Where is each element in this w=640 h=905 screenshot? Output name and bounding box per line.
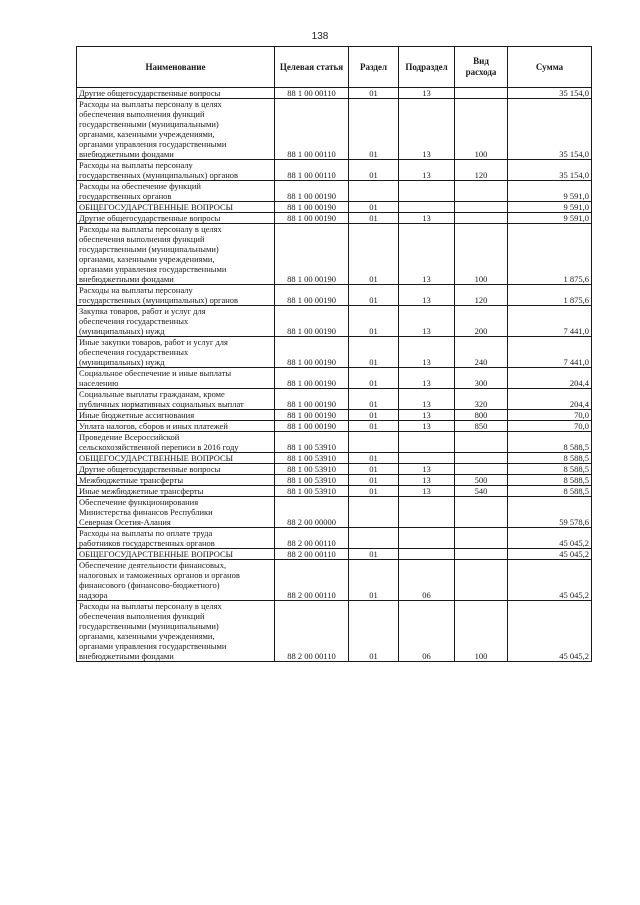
table-row: [77, 88, 592, 99]
row-subsection-cell: 13: [399, 389, 455, 410]
row-expense-type-cell: [455, 202, 508, 213]
row-subsection-cell: 13: [399, 464, 455, 475]
table-row: [77, 528, 592, 549]
table-row: [77, 285, 592, 306]
row-amount-cell: 8 588,5: [508, 453, 592, 464]
row-section-cell: 01: [349, 88, 399, 99]
row-name-cell: Закупка товаров, работ и услуг для обеспечения государственных (муниципальных) нужд: [77, 306, 275, 337]
row-expense-type-cell: 100: [455, 601, 508, 662]
row-amount-cell: 204,4: [508, 389, 592, 410]
row-expense-type-cell: [455, 88, 508, 99]
row-target-article-cell: 88 2 00 00110: [275, 549, 349, 560]
row-name-cell: Обеспечение функционирования Министерства финансов Республики Северная Осетия-Алания: [77, 497, 275, 528]
row-expense-type-cell: 540: [455, 486, 508, 497]
row-subsection-cell: [399, 202, 455, 213]
row-amount-cell: 1 875,6: [508, 224, 592, 285]
table-row: [77, 202, 592, 213]
table-row: [77, 549, 592, 560]
row-section-cell: 01: [349, 486, 399, 497]
row-name-cell: Расходы на выплаты персоналу в целях обеспечения выполнения функций государственными (муниципальными) органами, казенными учреждениями, органами управления государственными внебюджетными фондами: [77, 99, 275, 160]
row-subsection-cell: 06: [399, 601, 455, 662]
row-expense-type-cell: [455, 453, 508, 464]
row-subsection-cell: 13: [399, 306, 455, 337]
row-name-cell: Другие общегосударственные вопросы: [77, 464, 275, 475]
row-subsection-cell: 13: [399, 475, 455, 486]
row-section-cell: 01: [349, 453, 399, 464]
row-amount-cell: 8 588,5: [508, 475, 592, 486]
row-target-article-cell: 88 1 00 00190: [275, 337, 349, 368]
row-section-cell: 01: [349, 160, 399, 181]
row-target-article-cell: 88 2 00 00110: [275, 528, 349, 549]
row-target-article-cell: 88 1 00 00190: [275, 389, 349, 410]
row-section-cell: 01: [349, 337, 399, 368]
table-row: [77, 224, 592, 285]
row-target-article-cell: 88 1 00 53910: [275, 486, 349, 497]
row-subsection-cell: [399, 497, 455, 528]
table-row: [77, 601, 592, 662]
table-header: [77, 47, 592, 88]
row-subsection-cell: 13: [399, 213, 455, 224]
table-row: [77, 389, 592, 410]
row-subsection-cell: 13: [399, 486, 455, 497]
row-name-cell: Расходы на выплаты персоналу государственных (муниципальных) органов: [77, 285, 275, 306]
table-row: [77, 464, 592, 475]
table-row: [77, 368, 592, 389]
row-amount-cell: 9 591,0: [508, 213, 592, 224]
row-amount-cell: 8 588,5: [508, 486, 592, 497]
row-amount-cell: 59 578,6: [508, 497, 592, 528]
row-name-cell: Расходы на выплаты персоналу государственных (муниципальных) органов: [77, 160, 275, 181]
row-section-cell: 01: [349, 389, 399, 410]
row-target-article-cell: 88 1 00 00110: [275, 88, 349, 99]
row-expense-type-cell: 120: [455, 285, 508, 306]
row-subsection-cell: [399, 181, 455, 202]
row-target-article-cell: 88 1 00 00110: [275, 160, 349, 181]
row-target-article-cell: 88 1 00 00190: [275, 224, 349, 285]
table-row: [77, 560, 592, 601]
row-name-cell: ОБЩЕГОСУДАРСТВЕННЫЕ ВОПРОСЫ: [77, 453, 275, 464]
row-expense-type-cell: 100: [455, 224, 508, 285]
row-name-cell: Социальное обеспечение и иные выплаты населению: [77, 368, 275, 389]
row-section-cell: 01: [349, 224, 399, 285]
row-target-article-cell: 88 1 00 00190: [275, 285, 349, 306]
row-subsection-cell: [399, 453, 455, 464]
row-target-article-cell: 88 1 00 00110: [275, 99, 349, 160]
row-name-cell: Расходы на выплаты персоналу в целях обеспечения выполнения функций государственными (муниципальными) органами, казенными учреждениями, органами управления государственными внебюджетными фондами: [77, 601, 275, 662]
header-subsection: Подраздел: [399, 47, 455, 88]
row-name-cell: Иные межбюджетные трансферты: [77, 486, 275, 497]
row-name-cell: Уплата налогов, сборов и иных платежей: [77, 421, 275, 432]
row-section-cell: 01: [349, 549, 399, 560]
row-section-cell: [349, 497, 399, 528]
row-section-cell: 01: [349, 410, 399, 421]
row-name-cell: Расходы на обеспечение функций государственных органов: [77, 181, 275, 202]
row-expense-type-cell: [455, 464, 508, 475]
row-target-article-cell: 88 2 00 00110: [275, 601, 349, 662]
header-expense-type: Вид расхода: [455, 47, 508, 88]
row-subsection-cell: 13: [399, 224, 455, 285]
row-subsection-cell: 13: [399, 160, 455, 181]
row-expense-type-cell: [455, 213, 508, 224]
row-expense-type-cell: [455, 432, 508, 453]
row-expense-type-cell: 850: [455, 421, 508, 432]
row-expense-type-cell: [455, 181, 508, 202]
row-subsection-cell: 13: [399, 421, 455, 432]
table-row: [77, 432, 592, 453]
row-name-cell: Другие общегосударственные вопросы: [77, 213, 275, 224]
table-row: [77, 453, 592, 464]
table-row: [77, 213, 592, 224]
row-name-cell: ОБЩЕГОСУДАРСТВЕННЫЕ ВОПРОСЫ: [77, 202, 275, 213]
row-name-cell: Иные закупки товаров, работ и услуг для обеспечения государственных (муниципальных) нужд: [77, 337, 275, 368]
row-amount-cell: 45 045,2: [508, 601, 592, 662]
row-expense-type-cell: [455, 528, 508, 549]
row-section-cell: 01: [349, 601, 399, 662]
row-target-article-cell: 88 1 00 00190: [275, 306, 349, 337]
row-target-article-cell: 88 2 00 00110: [275, 560, 349, 601]
row-name-cell: Межбюджетные трансферты: [77, 475, 275, 486]
row-section-cell: [349, 181, 399, 202]
row-name-cell: Проведение Всероссийской сельскохозяйственной переписи в 2016 году: [77, 432, 275, 453]
row-amount-cell: 45 045,2: [508, 528, 592, 549]
row-target-article-cell: 88 1 00 53910: [275, 432, 349, 453]
row-target-article-cell: 88 1 00 53910: [275, 475, 349, 486]
row-expense-type-cell: 120: [455, 160, 508, 181]
row-section-cell: 01: [349, 464, 399, 475]
row-target-article-cell: 88 1 00 00190: [275, 368, 349, 389]
row-amount-cell: 9 591,0: [508, 202, 592, 213]
budget-table: [76, 46, 592, 662]
row-section-cell: 01: [349, 213, 399, 224]
table-row: [77, 337, 592, 368]
row-name-cell: Обеспечение деятельности финансовых, налоговых и таможенных органов и органов финансового (финансово-бюджетного) надзора: [77, 560, 275, 601]
row-section-cell: 01: [349, 475, 399, 486]
row-amount-cell: 9 591,0: [508, 181, 592, 202]
row-target-article-cell: 88 2 00 00000: [275, 497, 349, 528]
table-row: [77, 497, 592, 528]
row-section-cell: [349, 432, 399, 453]
table-row: [77, 306, 592, 337]
header-amount: Сумма: [508, 47, 592, 88]
row-expense-type-cell: 800: [455, 410, 508, 421]
row-amount-cell: 8 588,5: [508, 464, 592, 475]
row-target-article-cell: 88 1 00 00190: [275, 181, 349, 202]
row-amount-cell: 7 441,0: [508, 306, 592, 337]
row-name-cell: Расходы на выплаты по оплате труда работников государственных органов: [77, 528, 275, 549]
row-expense-type-cell: 320: [455, 389, 508, 410]
row-subsection-cell: [399, 528, 455, 549]
table-row: [77, 181, 592, 202]
row-expense-type-cell: [455, 497, 508, 528]
row-target-article-cell: 88 1 00 00190: [275, 421, 349, 432]
page-number: 138: [311, 31, 329, 42]
header-target-article: Целевая статья: [275, 47, 349, 88]
header-section: Раздел: [349, 47, 399, 88]
row-subsection-cell: 13: [399, 285, 455, 306]
row-expense-type-cell: 100: [455, 99, 508, 160]
row-subsection-cell: 13: [399, 88, 455, 99]
row-target-article-cell: 88 1 00 53910: [275, 464, 349, 475]
header-name: Наименование: [77, 47, 275, 88]
row-amount-cell: 35 154,0: [508, 88, 592, 99]
row-expense-type-cell: 300: [455, 368, 508, 389]
table-body: [77, 88, 592, 662]
row-subsection-cell: 13: [399, 99, 455, 160]
table-row: [77, 421, 592, 432]
row-section-cell: 01: [349, 368, 399, 389]
row-amount-cell: 204,4: [508, 368, 592, 389]
row-amount-cell: 7 441,0: [508, 337, 592, 368]
table-row: [77, 486, 592, 497]
row-target-article-cell: 88 1 00 00190: [275, 410, 349, 421]
table-row: [77, 99, 592, 160]
row-target-article-cell: 88 1 00 00190: [275, 213, 349, 224]
row-section-cell: 01: [349, 202, 399, 213]
row-name-cell: Социальные выплаты гражданам, кроме публичных нормативных социальных выплат: [77, 389, 275, 410]
row-subsection-cell: 13: [399, 410, 455, 421]
row-expense-type-cell: 500: [455, 475, 508, 486]
row-expense-type-cell: 240: [455, 337, 508, 368]
row-section-cell: 01: [349, 560, 399, 601]
row-subsection-cell: 13: [399, 368, 455, 389]
row-name-cell: ОБЩЕГОСУДАРСТВЕННЫЕ ВОПРОСЫ: [77, 549, 275, 560]
row-subsection-cell: [399, 432, 455, 453]
row-section-cell: [349, 528, 399, 549]
row-amount-cell: 70,0: [508, 410, 592, 421]
row-section-cell: 01: [349, 285, 399, 306]
row-section-cell: 01: [349, 99, 399, 160]
table-row: [77, 410, 592, 421]
row-expense-type-cell: 200: [455, 306, 508, 337]
row-name-cell: Другие общегосударственные вопросы: [77, 88, 275, 99]
row-amount-cell: 45 045,2: [508, 549, 592, 560]
row-amount-cell: 45 045,2: [508, 560, 592, 601]
table-row: [77, 160, 592, 181]
row-amount-cell: 70,0: [508, 421, 592, 432]
row-name-cell: Расходы на выплаты персоналу в целях обеспечения выполнения функций государственными (муниципальными) органами, казенными учреждениями, органами управления государственными внебюджетными фондами: [77, 224, 275, 285]
row-expense-type-cell: [455, 560, 508, 601]
row-amount-cell: 35 154,0: [508, 99, 592, 160]
row-section-cell: 01: [349, 306, 399, 337]
row-amount-cell: 1 875,6: [508, 285, 592, 306]
row-amount-cell: 8 588,5: [508, 432, 592, 453]
row-target-article-cell: 88 1 00 00190: [275, 202, 349, 213]
row-subsection-cell: [399, 549, 455, 560]
row-section-cell: 01: [349, 421, 399, 432]
row-expense-type-cell: [455, 549, 508, 560]
table-row: [77, 475, 592, 486]
row-target-article-cell: 88 1 00 53910: [275, 453, 349, 464]
row-subsection-cell: 06: [399, 560, 455, 601]
row-amount-cell: 35 154,0: [508, 160, 592, 181]
row-name-cell: Иные бюджетные ассигнования: [77, 410, 275, 421]
row-subsection-cell: 13: [399, 337, 455, 368]
